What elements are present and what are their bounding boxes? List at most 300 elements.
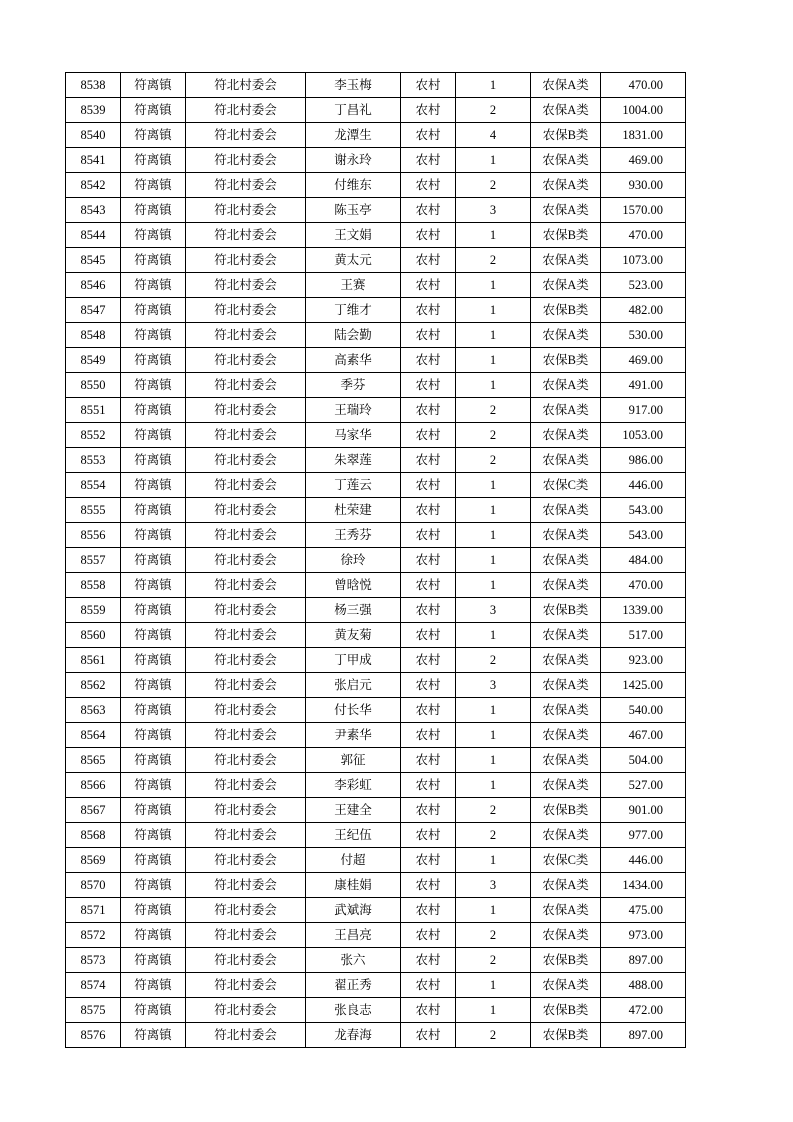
cell-amount: 470.00: [601, 73, 686, 98]
cell-category: 农保A类: [531, 148, 601, 173]
table-row: [66, 248, 686, 273]
cell-amount: 517.00: [601, 623, 686, 648]
cell-village: 符北村委会: [186, 373, 306, 398]
cell-type: 农村: [401, 373, 456, 398]
cell-name: 杨三强: [306, 598, 401, 623]
cell-type: 农村: [401, 148, 456, 173]
table-row: [66, 323, 686, 348]
cell-town: 符离镇: [121, 348, 186, 373]
cell-town: 符离镇: [121, 498, 186, 523]
cell-id: 8540: [66, 123, 121, 148]
cell-id: 8558: [66, 573, 121, 598]
cell-type: 农村: [401, 748, 456, 773]
cell-town: 符离镇: [121, 373, 186, 398]
cell-amount: 897.00: [601, 1023, 686, 1048]
cell-category: 农保A类: [531, 423, 601, 448]
cell-town: 符离镇: [121, 848, 186, 873]
table-row: [66, 623, 686, 648]
cell-type: 农村: [401, 248, 456, 273]
cell-name: 李玉梅: [306, 73, 401, 98]
cell-type: 农村: [401, 648, 456, 673]
cell-category: 农保A类: [531, 248, 601, 273]
cell-category: 农保B类: [531, 348, 601, 373]
cell-category: 农保C类: [531, 848, 601, 873]
cell-town: 符离镇: [121, 198, 186, 223]
table-body: [66, 73, 686, 1048]
cell-town: 符离镇: [121, 773, 186, 798]
cell-village: 符北村委会: [186, 273, 306, 298]
cell-id: 8557: [66, 548, 121, 573]
cell-amount: 523.00: [601, 273, 686, 298]
cell-village: 符北村委会: [186, 873, 306, 898]
cell-id: 8554: [66, 473, 121, 498]
table-row: [66, 173, 686, 198]
cell-type: 农村: [401, 123, 456, 148]
cell-name: 王纪伍: [306, 823, 401, 848]
cell-town: 符离镇: [121, 723, 186, 748]
cell-count: 3: [456, 673, 531, 698]
cell-id: 8576: [66, 1023, 121, 1048]
cell-village: 符北村委会: [186, 173, 306, 198]
cell-town: 符离镇: [121, 948, 186, 973]
cell-town: 符离镇: [121, 898, 186, 923]
cell-count: 1: [456, 548, 531, 573]
cell-town: 符离镇: [121, 1023, 186, 1048]
cell-count: 3: [456, 198, 531, 223]
cell-town: 符离镇: [121, 448, 186, 473]
cell-amount: 504.00: [601, 748, 686, 773]
cell-name: 王秀芬: [306, 523, 401, 548]
cell-amount: 446.00: [601, 473, 686, 498]
cell-count: 1: [456, 298, 531, 323]
cell-id: 8545: [66, 248, 121, 273]
cell-type: 农村: [401, 598, 456, 623]
table-row: [66, 523, 686, 548]
cell-name: 龙春海: [306, 1023, 401, 1048]
cell-count: 1: [456, 273, 531, 298]
cell-type: 农村: [401, 173, 456, 198]
cell-id: 8556: [66, 523, 121, 548]
table-row: [66, 398, 686, 423]
cell-id: 8547: [66, 298, 121, 323]
cell-id: 8549: [66, 348, 121, 373]
cell-town: 符离镇: [121, 223, 186, 248]
cell-amount: 469.00: [601, 148, 686, 173]
cell-type: 农村: [401, 873, 456, 898]
cell-amount: 1004.00: [601, 98, 686, 123]
cell-name: 丁维才: [306, 298, 401, 323]
cell-village: 符北村委会: [186, 498, 306, 523]
cell-amount: 1073.00: [601, 248, 686, 273]
cell-id: 8572: [66, 923, 121, 948]
cell-name: 陈玉亭: [306, 198, 401, 223]
cell-count: 1: [456, 773, 531, 798]
cell-type: 农村: [401, 523, 456, 548]
cell-category: 农保A类: [531, 198, 601, 223]
cell-name: 张良志: [306, 998, 401, 1023]
cell-count: 1: [456, 573, 531, 598]
cell-amount: 470.00: [601, 573, 686, 598]
cell-town: 符离镇: [121, 173, 186, 198]
cell-name: 武斌海: [306, 898, 401, 923]
cell-type: 农村: [401, 673, 456, 698]
cell-type: 农村: [401, 448, 456, 473]
cell-id: 8570: [66, 873, 121, 898]
cell-type: 农村: [401, 298, 456, 323]
cell-town: 符离镇: [121, 873, 186, 898]
cell-village: 符北村委会: [186, 348, 306, 373]
table-row: [66, 373, 686, 398]
cell-type: 农村: [401, 198, 456, 223]
cell-count: 1: [456, 748, 531, 773]
cell-village: 符北村委会: [186, 98, 306, 123]
cell-amount: 1831.00: [601, 123, 686, 148]
cell-type: 农村: [401, 223, 456, 248]
cell-name: 季芬: [306, 373, 401, 398]
cell-category: 农保B类: [531, 298, 601, 323]
cell-category: 农保B类: [531, 598, 601, 623]
cell-town: 符离镇: [121, 523, 186, 548]
cell-category: 农保A类: [531, 523, 601, 548]
cell-name: 王瑞玲: [306, 398, 401, 423]
cell-name: 朱翠莲: [306, 448, 401, 473]
cell-amount: 446.00: [601, 848, 686, 873]
cell-amount: 470.00: [601, 223, 686, 248]
table-row: [66, 698, 686, 723]
cell-type: 农村: [401, 823, 456, 848]
cell-type: 农村: [401, 923, 456, 948]
table-row: [66, 598, 686, 623]
cell-name: 翟正秀: [306, 973, 401, 998]
cell-amount: 543.00: [601, 498, 686, 523]
cell-type: 农村: [401, 723, 456, 748]
cell-category: 农保A类: [531, 573, 601, 598]
cell-town: 符离镇: [121, 798, 186, 823]
cell-count: 1: [456, 148, 531, 173]
cell-amount: 977.00: [601, 823, 686, 848]
cell-amount: 543.00: [601, 523, 686, 548]
cell-type: 农村: [401, 273, 456, 298]
cell-village: 符北村委会: [186, 798, 306, 823]
table-row: [66, 973, 686, 998]
cell-type: 农村: [401, 973, 456, 998]
cell-town: 符离镇: [121, 673, 186, 698]
cell-id: 8543: [66, 198, 121, 223]
cell-name: 丁甲成: [306, 648, 401, 673]
cell-category: 农保A类: [531, 623, 601, 648]
cell-name: 王建全: [306, 798, 401, 823]
cell-village: 符北村委会: [186, 148, 306, 173]
table-row: [66, 273, 686, 298]
table-row: [66, 98, 686, 123]
table-row: [66, 748, 686, 773]
cell-count: 1: [456, 473, 531, 498]
cell-category: 农保B类: [531, 223, 601, 248]
cell-count: 3: [456, 873, 531, 898]
cell-name: 王赛: [306, 273, 401, 298]
cell-count: 1: [456, 898, 531, 923]
cell-count: 1: [456, 848, 531, 873]
cell-id: 8567: [66, 798, 121, 823]
cell-town: 符离镇: [121, 73, 186, 98]
cell-village: 符北村委会: [186, 848, 306, 873]
cell-name: 杜荣建: [306, 498, 401, 523]
cell-name: 龙潭生: [306, 123, 401, 148]
cell-category: 农保A类: [531, 898, 601, 923]
cell-village: 符北村委会: [186, 198, 306, 223]
cell-village: 符北村委会: [186, 673, 306, 698]
cell-category: 农保B类: [531, 123, 601, 148]
cell-count: 2: [456, 423, 531, 448]
cell-village: 符北村委会: [186, 773, 306, 798]
cell-id: 8566: [66, 773, 121, 798]
cell-name: 徐玲: [306, 548, 401, 573]
cell-type: 农村: [401, 998, 456, 1023]
cell-type: 农村: [401, 423, 456, 448]
cell-amount: 923.00: [601, 648, 686, 673]
cell-town: 符离镇: [121, 123, 186, 148]
cell-type: 农村: [401, 798, 456, 823]
cell-name: 李彩虹: [306, 773, 401, 798]
table-row: [66, 448, 686, 473]
table-row: [66, 898, 686, 923]
cell-category: 农保A类: [531, 173, 601, 198]
cell-type: 农村: [401, 698, 456, 723]
cell-town: 符离镇: [121, 148, 186, 173]
cell-category: 农保A类: [531, 323, 601, 348]
cell-category: 农保A类: [531, 648, 601, 673]
cell-name: 黄太元: [306, 248, 401, 273]
cell-type: 农村: [401, 323, 456, 348]
cell-village: 符北村委会: [186, 548, 306, 573]
cell-village: 符北村委会: [186, 973, 306, 998]
cell-amount: 901.00: [601, 798, 686, 823]
cell-count: 2: [456, 923, 531, 948]
cell-name: 黄友菊: [306, 623, 401, 648]
cell-name: 付维东: [306, 173, 401, 198]
cell-category: 农保A类: [531, 923, 601, 948]
cell-count: 1: [456, 73, 531, 98]
cell-amount: 1425.00: [601, 673, 686, 698]
cell-town: 符离镇: [121, 398, 186, 423]
cell-category: 农保A类: [531, 73, 601, 98]
cell-village: 符北村委会: [186, 398, 306, 423]
cell-town: 符离镇: [121, 298, 186, 323]
cell-count: 1: [456, 323, 531, 348]
cell-village: 符北村委会: [186, 448, 306, 473]
cell-count: 1: [456, 623, 531, 648]
cell-village: 符北村委会: [186, 1023, 306, 1048]
cell-amount: 491.00: [601, 373, 686, 398]
table-row: [66, 648, 686, 673]
cell-amount: 527.00: [601, 773, 686, 798]
cell-town: 符离镇: [121, 973, 186, 998]
cell-count: 1: [456, 723, 531, 748]
cell-category: 农保A类: [531, 823, 601, 848]
cell-name: 张启元: [306, 673, 401, 698]
table-row: [66, 923, 686, 948]
cell-village: 符北村委会: [186, 298, 306, 323]
cell-count: 2: [456, 798, 531, 823]
cell-amount: 530.00: [601, 323, 686, 348]
cell-town: 符离镇: [121, 548, 186, 573]
cell-village: 符北村委会: [186, 698, 306, 723]
cell-name: 曾晗悦: [306, 573, 401, 598]
cell-id: 8550: [66, 373, 121, 398]
cell-amount: 1570.00: [601, 198, 686, 223]
table-row: [66, 498, 686, 523]
cell-type: 农村: [401, 848, 456, 873]
cell-name: 丁昌礼: [306, 98, 401, 123]
cell-count: 3: [456, 598, 531, 623]
table-row: [66, 73, 686, 98]
cell-count: 2: [456, 98, 531, 123]
cell-town: 符离镇: [121, 323, 186, 348]
cell-name: 张六: [306, 948, 401, 973]
cell-name: 高素华: [306, 348, 401, 373]
cell-id: 8544: [66, 223, 121, 248]
cell-amount: 472.00: [601, 998, 686, 1023]
cell-id: 8542: [66, 173, 121, 198]
cell-town: 符离镇: [121, 823, 186, 848]
cell-village: 符北村委会: [186, 223, 306, 248]
cell-village: 符北村委会: [186, 748, 306, 773]
cell-type: 农村: [401, 623, 456, 648]
table-row: [66, 848, 686, 873]
cell-village: 符北村委会: [186, 123, 306, 148]
cell-amount: 930.00: [601, 173, 686, 198]
cell-id: 8541: [66, 148, 121, 173]
cell-category: 农保A类: [531, 98, 601, 123]
cell-name: 付长华: [306, 698, 401, 723]
cell-town: 符离镇: [121, 748, 186, 773]
cell-amount: 484.00: [601, 548, 686, 573]
cell-id: 8555: [66, 498, 121, 523]
cell-id: 8551: [66, 398, 121, 423]
cell-amount: 1339.00: [601, 598, 686, 623]
cell-name: 王文娟: [306, 223, 401, 248]
table-row: [66, 798, 686, 823]
cell-village: 符北村委会: [186, 948, 306, 973]
cell-village: 符北村委会: [186, 323, 306, 348]
cell-type: 农村: [401, 948, 456, 973]
cell-village: 符北村委会: [186, 598, 306, 623]
cell-count: 1: [456, 973, 531, 998]
cell-type: 农村: [401, 773, 456, 798]
cell-village: 符北村委会: [186, 73, 306, 98]
cell-count: 2: [456, 448, 531, 473]
table-row: [66, 473, 686, 498]
cell-id: 8573: [66, 948, 121, 973]
cell-category: 农保A类: [531, 673, 601, 698]
cell-village: 符北村委会: [186, 898, 306, 923]
cell-village: 符北村委会: [186, 823, 306, 848]
cell-count: 1: [456, 523, 531, 548]
cell-category: 农保B类: [531, 798, 601, 823]
cell-id: 8568: [66, 823, 121, 848]
cell-village: 符北村委会: [186, 723, 306, 748]
cell-count: 1: [456, 998, 531, 1023]
cell-town: 符离镇: [121, 423, 186, 448]
cell-amount: 1434.00: [601, 873, 686, 898]
cell-count: 2: [456, 248, 531, 273]
cell-category: 农保A类: [531, 973, 601, 998]
table-row: [66, 823, 686, 848]
cell-name: 王昌亮: [306, 923, 401, 948]
cell-category: 农保A类: [531, 873, 601, 898]
cell-amount: 897.00: [601, 948, 686, 973]
table-row: [66, 673, 686, 698]
cell-type: 农村: [401, 498, 456, 523]
cell-count: 2: [456, 398, 531, 423]
cell-category: 农保A类: [531, 723, 601, 748]
cell-id: 8548: [66, 323, 121, 348]
cell-count: 2: [456, 1023, 531, 1048]
cell-town: 符离镇: [121, 923, 186, 948]
cell-type: 农村: [401, 548, 456, 573]
cell-type: 农村: [401, 898, 456, 923]
cell-category: 农保A类: [531, 748, 601, 773]
table-row: [66, 198, 686, 223]
cell-category: 农保A类: [531, 498, 601, 523]
cell-town: 符离镇: [121, 473, 186, 498]
cell-town: 符离镇: [121, 623, 186, 648]
cell-count: 1: [456, 373, 531, 398]
cell-id: 8565: [66, 748, 121, 773]
cell-town: 符离镇: [121, 573, 186, 598]
cell-category: 农保A类: [531, 373, 601, 398]
table-row: [66, 573, 686, 598]
table-row: [66, 998, 686, 1023]
table-row: [66, 148, 686, 173]
cell-category: 农保A类: [531, 273, 601, 298]
cell-amount: 488.00: [601, 973, 686, 998]
cell-count: 2: [456, 948, 531, 973]
cell-category: 农保A类: [531, 773, 601, 798]
cell-amount: 482.00: [601, 298, 686, 323]
cell-count: 1: [456, 348, 531, 373]
cell-village: 符北村委会: [186, 473, 306, 498]
cell-id: 8564: [66, 723, 121, 748]
cell-type: 农村: [401, 473, 456, 498]
cell-town: 符离镇: [121, 598, 186, 623]
data-table: [65, 72, 686, 1048]
table-row: [66, 423, 686, 448]
cell-type: 农村: [401, 573, 456, 598]
table-row: [66, 948, 686, 973]
cell-amount: 917.00: [601, 398, 686, 423]
cell-id: 8574: [66, 973, 121, 998]
cell-id: 8562: [66, 673, 121, 698]
cell-type: 农村: [401, 398, 456, 423]
cell-count: 1: [456, 223, 531, 248]
cell-amount: 540.00: [601, 698, 686, 723]
table-row: [66, 123, 686, 148]
cell-count: 1: [456, 498, 531, 523]
cell-type: 农村: [401, 1023, 456, 1048]
cell-town: 符离镇: [121, 648, 186, 673]
cell-type: 农村: [401, 348, 456, 373]
cell-count: 2: [456, 823, 531, 848]
cell-category: 农保B类: [531, 998, 601, 1023]
cell-id: 8539: [66, 98, 121, 123]
table-row: [66, 723, 686, 748]
cell-type: 农村: [401, 98, 456, 123]
cell-village: 符北村委会: [186, 923, 306, 948]
cell-id: 8559: [66, 598, 121, 623]
cell-id: 8552: [66, 423, 121, 448]
cell-category: 农保B类: [531, 1023, 601, 1048]
